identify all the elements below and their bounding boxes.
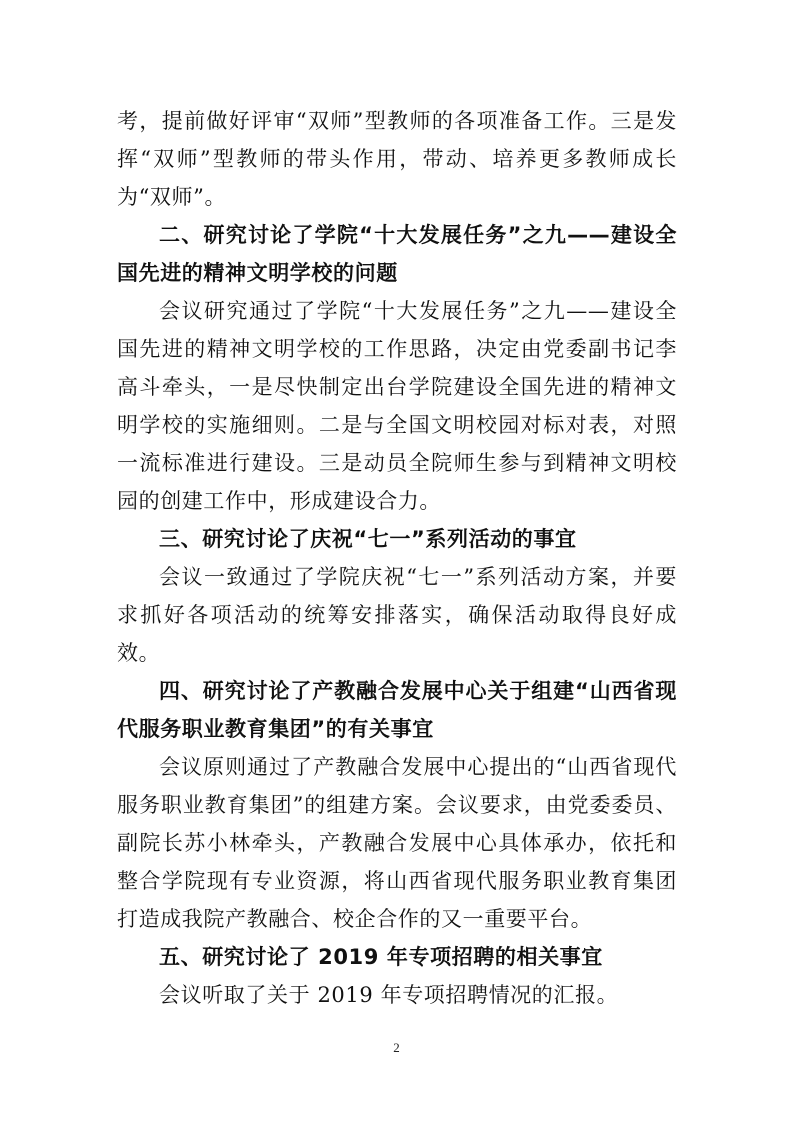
section-heading-5: 五、研究讨论了 2019 年专项招聘的相关事宜 [159,945,603,969]
section-heading-3: 三、研究讨论了庆祝“七一”系列活动的事宜 [159,527,577,551]
paragraph-section-2: 会议研究通过了学院“十大发展任务”之九——建设全国先进的精神文明学校的工作思路，决定由党委副书记李高斗牵头，一是尽快制定出台学院建设全国先进的精神文明学校的实施细则。二是与全国文明校园对标对表，对照一流标准进行建设。三是动员全院师生参与到精神文明校园的创建工作中，形成建设合力。 [117,299,677,513]
document-body [117,102,677,1014]
paragraph-section-4: 会议原则通过了产教融合发展中心提出的“山西省现代服务职业教育集团”的组建方案。会议要求，由党委委员、副院长苏小林牵头，产教融合发展中心具体承办，依托和整合学院现有专业资源，将山西省现代服务职业教育集团打造成我院产教融合、校企合作的又一重要平台。 [117,755,677,931]
page-number: 2 [393,1040,400,1055]
section-heading-2: 二、研究讨论了学院“十大发展任务”之九——建设全国先进的精神文明学校的问题 [117,223,677,285]
paragraph-section-5: 会议听取了关于 2019 年专项招聘情况的汇报。 [159,983,619,1007]
paragraph-section-3: 会议一致通过了学院庆祝“七一”系列活动方案，并要求抓好各项活动的统筹安排落实，确保活动取得良好成效。 [117,565,677,665]
section-heading-4: 四、研究讨论了产教融合发展中心关于组建“山西省现代服务职业教育集团”的有关事宜 [117,679,677,741]
paragraph-continuation: 考，提前做好评审“双师”型教师的各项准备工作。三是发挥“双师”型教师的带头作用，带动、培养更多教师成长为“双师”。 [117,109,677,209]
